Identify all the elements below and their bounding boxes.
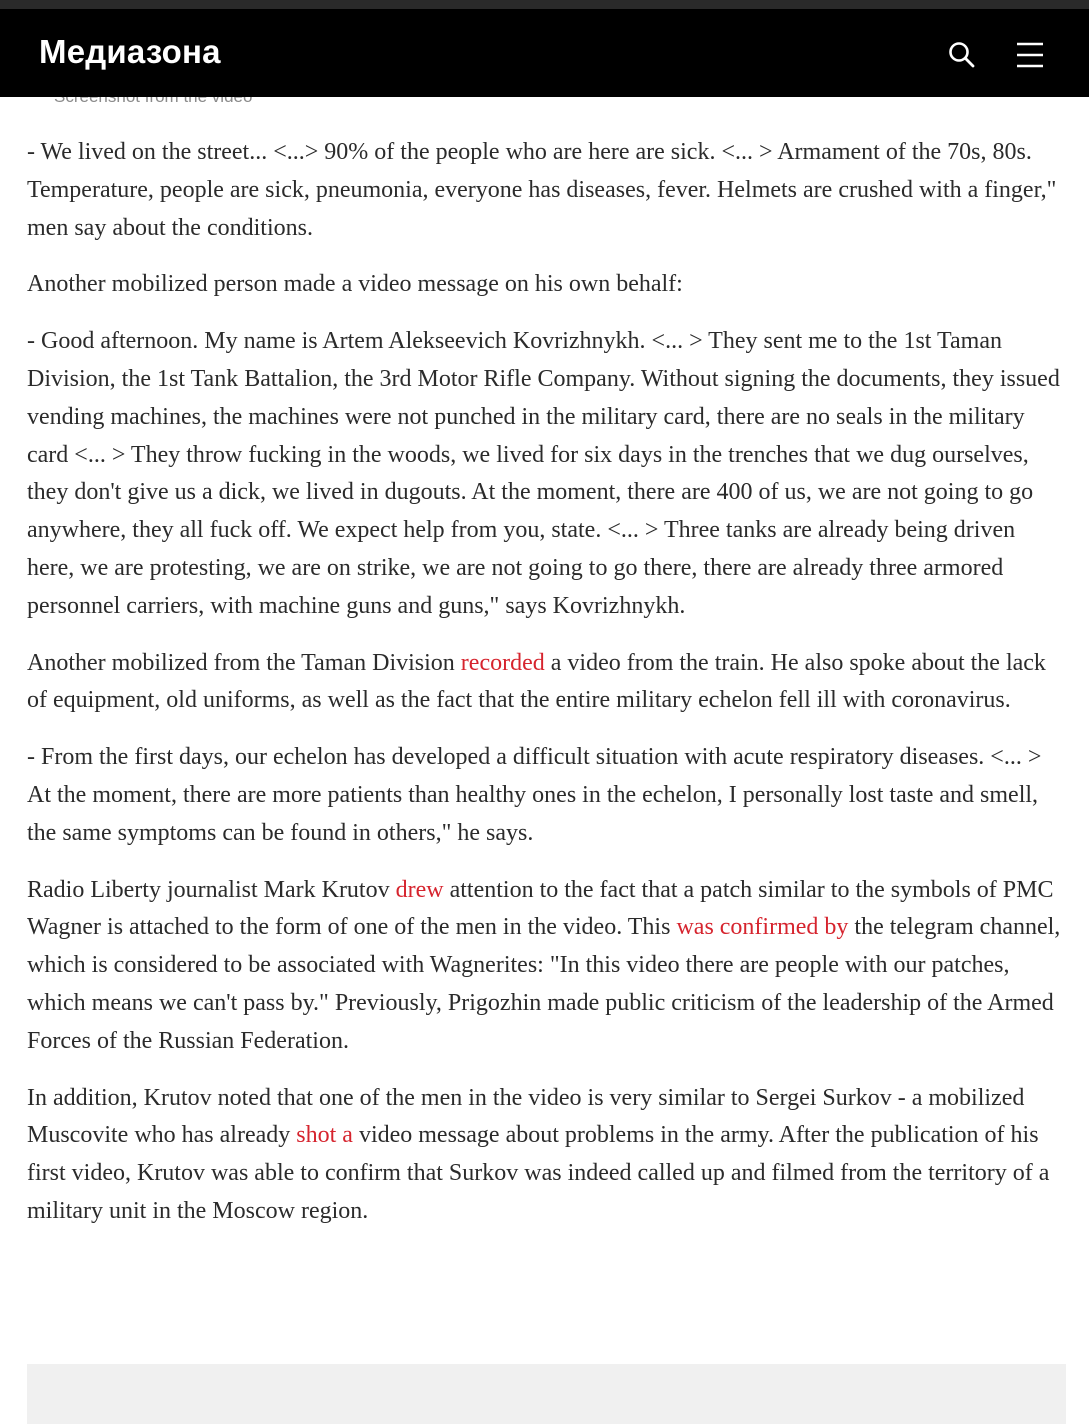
article-paragraph: [27, 645, 1067, 721]
paragraph-text: the telegram channel, which is considered to be associated with Wagnerites: "In this video there are people with our patches, which means we can't pass by." Previously, Prigozhin made public criticism of the leadership of the Armed Forces of the Russian Federation.: [27, 914, 1061, 1054]
article-paragraph: [27, 266, 1067, 304]
article-paragraph: [27, 739, 1067, 852]
paragraph-text: Radio Liberty journalist Mark Krutov: [27, 876, 396, 903]
paragraph-text: - From the first days, our echelon has developed a difficult situation with acute respiratory diseases. <... > At the moment, there are more patients than healthy ones in the echelon, I personally lost taste and smell, the same symptoms can be found in others," he says.: [27, 744, 1042, 846]
paragraph-text: Another mobilized person made a video message on his own behalf:: [27, 271, 683, 298]
article-paragraph: [27, 1080, 1067, 1231]
paragraph-text: video message about problems in the army. After the publication of his first video, Krutov was able to confirm that Surkov was indeed called up and filmed from the territory of a military unit in the Moscow region.: [27, 1122, 1050, 1224]
paragraph-text: attention to the fact that a patch similar to the symbols of PMC Wagner is attached to the form of one of the men in the video. This: [27, 876, 1054, 941]
paragraph-text: - We lived on the street... <...> 90% of the people who are here are sick. <... > Armament of the 70s, 80s. Temperature, people are sick, pneumonia, everyone has diseases, fever. Helmets are crushed with a finger," men say about the conditions.: [27, 139, 1057, 241]
site-logo[interactable]: Медиазона: [39, 33, 221, 70]
search-icon[interactable]: [944, 37, 980, 73]
status-strip: [0, 0, 1089, 9]
link-shot-a[interactable]: shot a: [296, 1122, 353, 1149]
site-header: [0, 9, 1089, 97]
article-paragraph: [27, 872, 1067, 1061]
embed-placeholder: [27, 1364, 1066, 1424]
paragraph-text: Another mobilized from the Taman Division: [27, 649, 461, 676]
article-body: [27, 134, 1067, 1250]
paragraph-text: In addition, Krutov noted that one of the men in the video is very similar to Sergei Surkov - a mobilized Muscovite who has already: [27, 1084, 1025, 1149]
article-paragraph: [27, 134, 1067, 247]
link-drew[interactable]: drew: [395, 876, 444, 903]
paragraph-text: a video from the train. He also spoke about the lack of equipment, old uniforms, as well as the fact that the entire military echelon fell ill with coronavirus.: [27, 649, 1046, 714]
article-paragraph: [27, 323, 1067, 625]
hamburger-menu-icon[interactable]: [1012, 37, 1048, 73]
paragraph-text: - Good afternoon. My name is Artem Alekseevich Kovrizhnykh. <... > They sent me to the 1st Taman Division, the 1st Tank Battalion, the 3rd Motor Rifle Company. Without signing the documents, they issued vending machines, the machines were not punched in the military card, there are no seals in the military card <... > They throw fucking in the woods, we lived for six days in the trenches that we dug ourselves, they don't give us a dick, we lived in dugouts. At the moment, there are 400 of us, we are not going to go anywhere, they all fuck off. We expect help from you, state. <... > Three tanks are already being driven here, we are protesting, we are on strike, we are not going to go there, there are already three armored personnel carriers, with machine guns and guns," says Kovrizhnykh.: [27, 328, 1060, 619]
link-recorded[interactable]: recorded: [460, 649, 545, 676]
link-was-confirmed-by[interactable]: was confirmed by: [676, 914, 849, 941]
